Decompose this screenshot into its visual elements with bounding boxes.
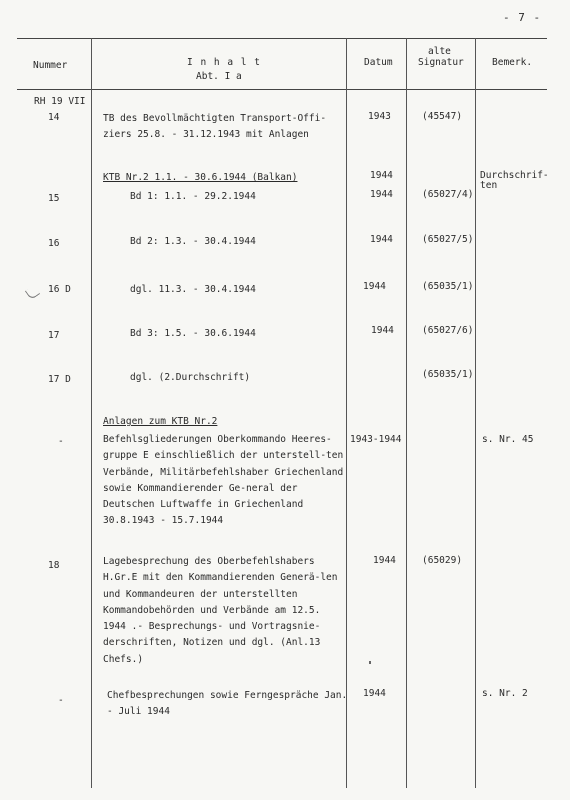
row-datum: 1943-1944	[350, 434, 402, 445]
row-datum: 1944	[363, 688, 386, 699]
row-signatur: (65035/1)	[422, 281, 474, 292]
row-datum: 1944	[370, 234, 393, 245]
row-number: 17 D	[48, 374, 71, 385]
ktb-bemerk: ten	[480, 180, 498, 191]
row-content-text: Befehlsgliederungen Oberkommando Heeres-gruppe E einschließlich der unterstell-ten Verbände, Militärbefehlshaber Griechenland sowie Kommandierender Ge-neral der Deutschen Luftwaffe in Griechenland 30.8.1943 - 15.7.1944	[103, 434, 344, 527]
anlagen-title: Anlagen zum KTB Nr.2	[103, 416, 218, 427]
row-content: Bd 3: 1.5. - 30.6.1944	[130, 328, 256, 339]
page-number: - 7 -	[503, 11, 542, 24]
group-label: RH 19 VII	[34, 96, 86, 107]
row-datum: 1944	[370, 189, 393, 200]
row-number: 16	[48, 238, 60, 249]
row-number: -	[58, 695, 64, 706]
row-content-text: Chefbesprechungen sowie Ferngespräche Jan. - Juli 1944	[107, 690, 348, 718]
row-number: 15	[48, 193, 60, 204]
row-number: 14	[48, 112, 60, 123]
row-datum: 1943	[368, 111, 391, 122]
header-signatur: Signatur	[418, 57, 464, 68]
header-inhalt: I n h a l t	[187, 57, 261, 68]
row-signatur: (65027/4)	[422, 189, 474, 200]
row-number: 17	[48, 330, 60, 341]
header-alte: alte	[428, 46, 451, 57]
ktb-datum: 1944	[370, 170, 393, 181]
row-signatur: (65027/5)	[422, 234, 474, 245]
row-number: 16 D	[48, 284, 71, 295]
header-nummer: Nummer	[33, 60, 68, 71]
row-signatur: (45547)	[422, 111, 463, 122]
header-abt: Abt. I a	[196, 71, 242, 82]
row-datum: 1944	[373, 555, 396, 566]
row-content: Bd 2: 1.3. - 30.4.1944	[130, 236, 256, 247]
column-divider-signatur	[475, 38, 476, 788]
row-content-line: TB des Bevollmächtigten Transport-Offi-	[103, 113, 327, 124]
row-bemerk: s. Nr. 2	[482, 688, 528, 699]
row-number: 18	[48, 560, 60, 571]
header-bemerk: Bemerk.	[492, 57, 533, 68]
row-content: Bd 1: 1.1. - 29.2.1944	[130, 191, 256, 202]
column-divider-datum	[406, 38, 407, 788]
row-signatur: (65035/1)	[422, 369, 474, 380]
table-top-rule	[17, 38, 547, 39]
column-divider-inhalt	[346, 38, 347, 788]
margin-tick-mark	[25, 285, 40, 300]
row-number: -	[58, 436, 64, 447]
ktb-bemerk: Durchschrif-	[480, 170, 549, 181]
row-datum: 1944	[371, 325, 394, 336]
row-content: dgl. 11.3. - 30.4.1944	[130, 284, 256, 295]
row-content: dgl. (2.Durchschrift)	[130, 372, 251, 383]
header-bottom-rule	[17, 89, 547, 90]
row-content-text: Lagebesprechung des Oberbefehlshabers H.Gr.E mit den Kommandierenden Generä-len und Kommandeuren der unterstellten Kommandobehörden und Verbände am 12.5. 1944 .- Besprechungs- und Vortragsnie-derschriften, Notizen und dgl. (Anl.13 Chefs.)	[103, 556, 338, 665]
row-content-line: ziers 25.8. - 31.12.1943 mit Anlagen	[103, 129, 309, 140]
ink-speck	[369, 661, 371, 664]
row-datum: 1944	[363, 281, 386, 292]
header-datum: Datum	[364, 57, 393, 68]
ktb-title: KTB Nr.2 1.1. - 30.6.1944 (Balkan)	[103, 172, 298, 183]
row-signatur: (65027/6)	[422, 325, 474, 336]
column-divider-nummer	[91, 38, 92, 788]
row-signatur: (65029)	[422, 555, 463, 566]
row-bemerk: s. Nr. 45	[482, 434, 534, 445]
